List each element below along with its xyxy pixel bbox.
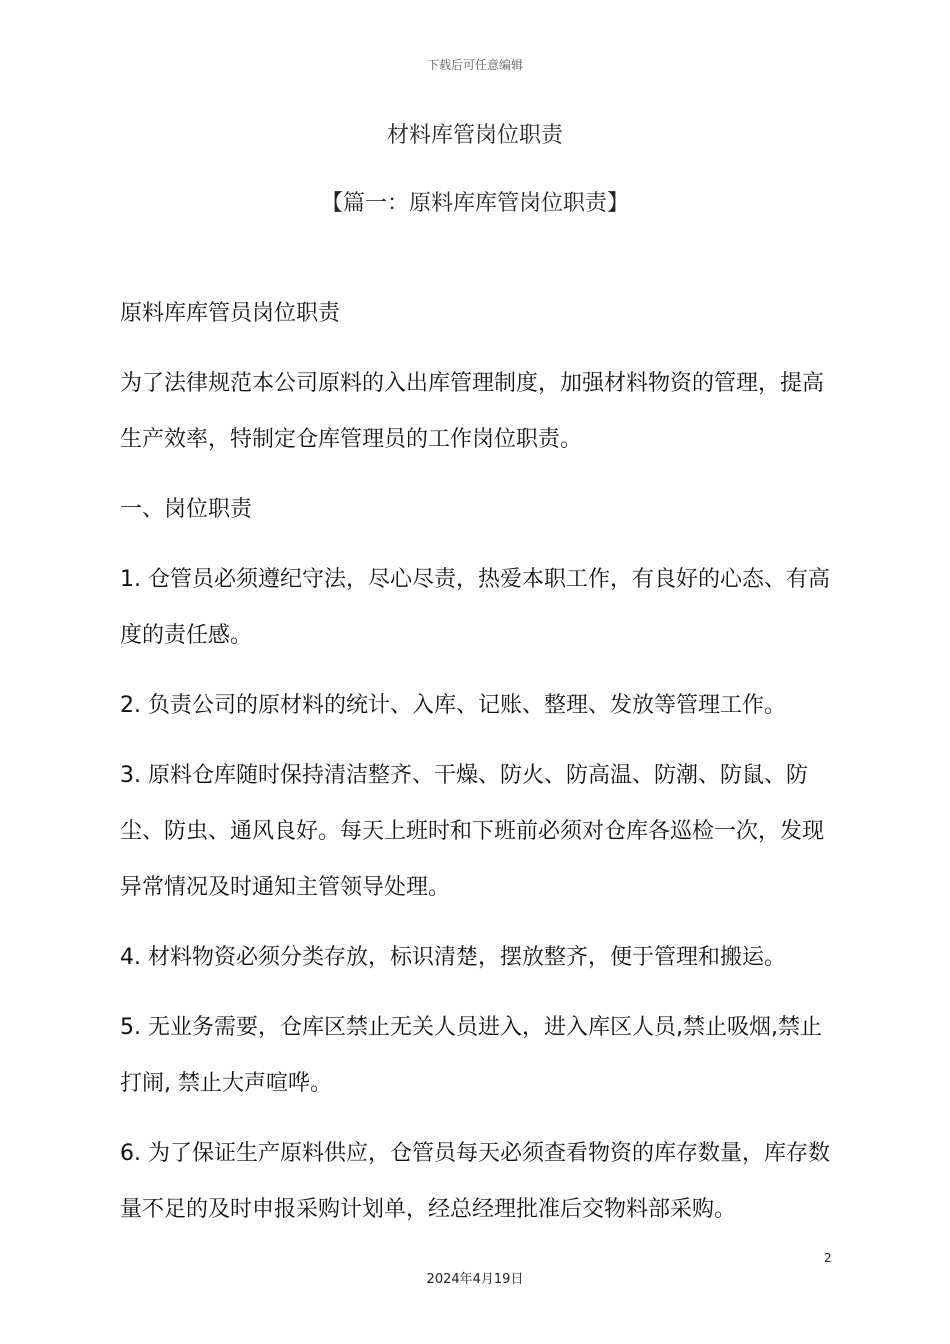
duty-item-5: 5. 无业务需要，仓库区禁止无关人员进入，进入库区人员,禁止吸烟,禁止打闹, 禁止大声喧哗。 [120,1015,822,1096]
header-note: 下载后可任意编辑 [426,58,523,72]
duty-item-4: 4. 材料物资必须分类存放，标识清楚，摆放整齐，便于管理和搬运。 [120,945,786,970]
document-body [114,286,834,1252]
duty-item-2: 2. 负责公司的原材料的统计、入库、记账、整理、发放等管理工作。 [120,693,786,718]
duty-item-3: 3. 原料仓库随时保持清洁整齐、干燥、防火、防高温、防潮、防鼠、防尘、防虫、通风良好。每天上班时和下班前必须对仓库各巡检一次，发现异常情况及时通知主管领导处理。 [120,763,825,900]
document-title: 材料库管岗位职责 [386,123,563,148]
page-number: 2 [824,1251,832,1265]
duty-item-6: 6. 为了保证生产原料供应，仓管员每天必须查看物资的库存数量，库存数量不足的及时申报采购计划单，经总经理批准后交物料部采购。 [120,1141,830,1222]
section-heading: 原料库库管员岗位职责 [120,301,341,326]
document-subtitle: 【篇一：原料库库管岗位职责】 [320,191,629,216]
part-heading: 一、岗位职责 [120,497,253,522]
intro-paragraph: 为了法律规范本公司原料的入出库管理制度，加强材料物资的管理，提高生产效率，特制定仓库管理员的工作岗位职责。 [120,371,825,452]
duty-item-1: 1. 仓管员必须遵纪守法，尽心尽责，热爱本职工作，有良好的心态、有高度的责任感。 [120,567,830,648]
footer-date: 2024年4月19日 [426,1272,524,1287]
